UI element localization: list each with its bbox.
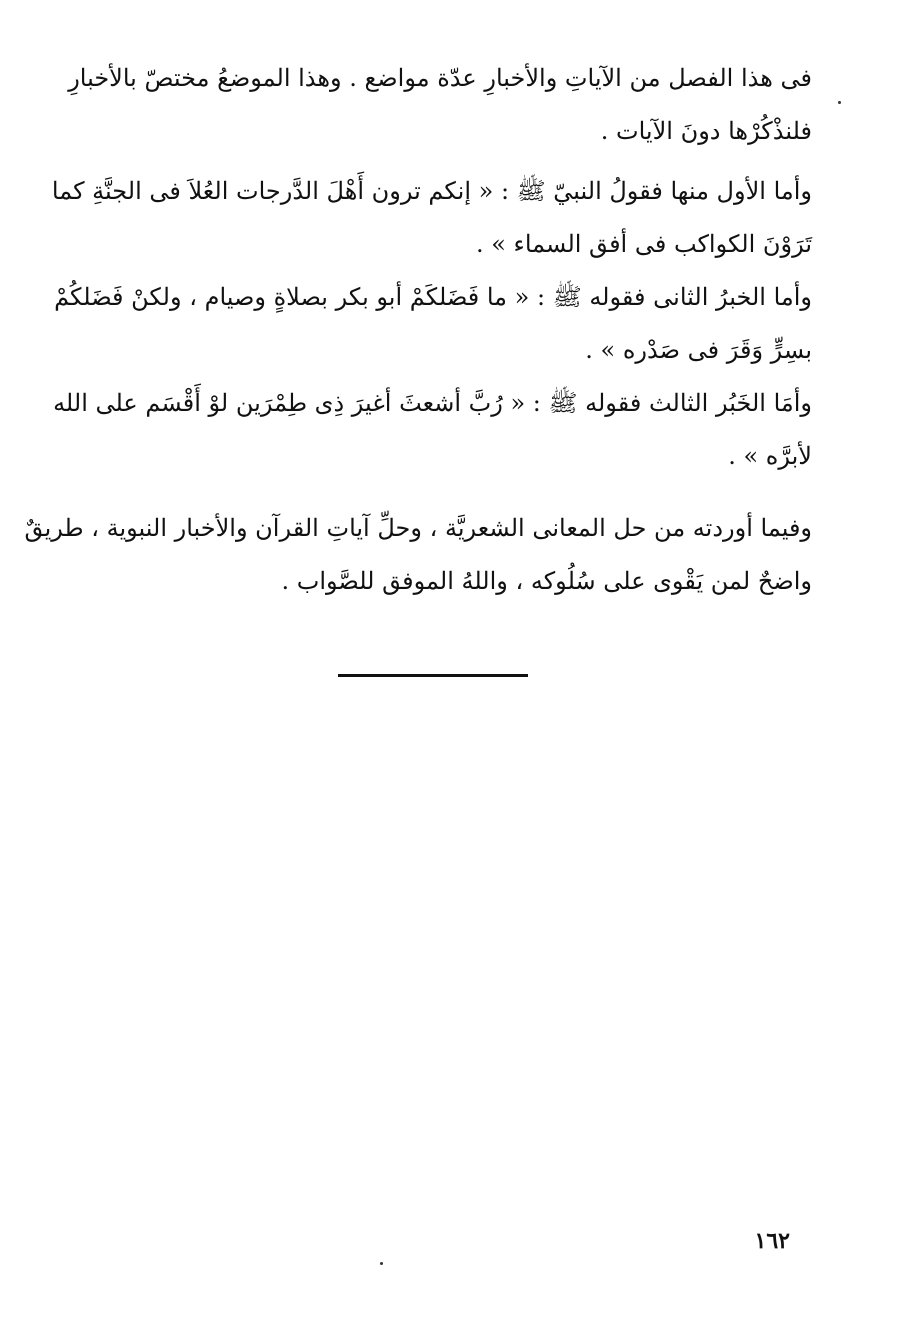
paragraph-4	[53, 377, 812, 483]
text-line: وأمَا الخَبُر الثالث فقوله ﷺ : « رُبَّ أشعثَ أغيرَ ذِى طِمْرَين لوْ أَقْسَم على الله	[53, 389, 812, 417]
text-line: وأما الأول منها فقولُ النبيّ ﷺ : « إنكم ترون أَهْلَ الدَّرجات العُلاَ فى الجنَّةِ كما	[51, 177, 812, 205]
body-text	[24, 52, 812, 608]
text-line: فلنذْكُرْها دونَ الآيات .	[600, 117, 812, 145]
text-line: لأبرَّه » .	[728, 442, 812, 470]
scan-speck	[838, 101, 841, 104]
page-number: ١٦٢	[754, 1228, 790, 1254]
text-line: فى هذا الفصل من الآياتِ والأخبارِ عدّة مواضع . وهذا الموضعُ مختصّ بالأخبارِ	[68, 64, 812, 92]
paragraph-2	[51, 165, 812, 271]
scan-speck	[380, 1262, 383, 1265]
text-line: وفيما أوردته من حل المعانى الشعريَّة ، وحلِّ آياتِ القرآن والأخبار النبوية ، طريقٌ	[24, 514, 812, 542]
text-line: تَرَوْنَ الكواكب فى أفق السماء » .	[475, 230, 812, 258]
paragraph-1	[68, 52, 812, 158]
text-line: واضحٌ لمن يَقْوى على سُلُوكه ، واللهُ الموفق للصَّواب .	[281, 567, 812, 595]
paragraph-3	[54, 271, 812, 377]
paragraph-5	[24, 502, 812, 608]
text-line: بسِرٍّ وَقَرَ فى صَدْره » .	[585, 336, 812, 364]
section-divider	[338, 674, 528, 677]
text-line: وأما الخبرُ الثانى فقوله ﷺ : « ما فَضَلكَمْ أبو بكر بصلاةٍ وصيام ، ولكنْ فَضَلكُمْ	[54, 283, 812, 311]
